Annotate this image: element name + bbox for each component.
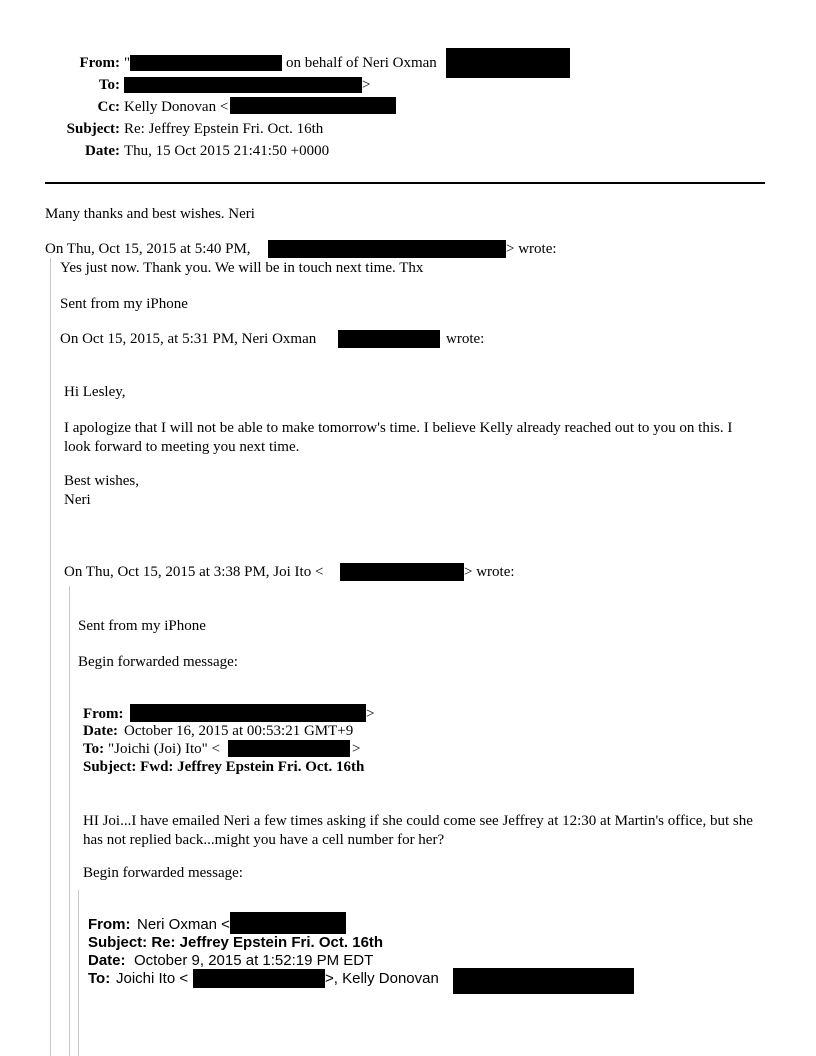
quote2-signature: Neri [64, 492, 91, 508]
quote2-greeting: Hi Lesley, [64, 384, 126, 400]
date-label: Date: [85, 143, 120, 159]
fwd2-date-label: Date: [88, 952, 126, 969]
fwd1-begin-forward: Begin forwarded message: [83, 865, 243, 881]
quote2-intro-suffix: wrote: [446, 331, 485, 347]
quote2-closing: Best wishes, [64, 473, 139, 489]
subject-label: Subject: [66, 121, 120, 137]
fwd1-from-suffix: > [366, 706, 375, 722]
redaction-box [230, 912, 346, 934]
redaction-box [228, 740, 350, 757]
cc-value: Kelly Donovan < [124, 99, 229, 115]
quote3-sent: Sent from my iPhone [78, 618, 206, 634]
fwd1-subject: Subject: Fwd: Jeffrey Epstein Fri. Oct. 16th [83, 759, 365, 775]
redaction-box [124, 77, 362, 93]
quote2-intro: On Oct 15, 2015, at 5:31 PM, Neri Oxman [60, 331, 317, 347]
reply-text: Many thanks and best wishes. Neri [45, 206, 255, 222]
fwd2-to-label: To: [88, 970, 111, 987]
cc-label: Cc: [97, 99, 120, 115]
fwd1-date-value: October 16, 2015 at 00:53:21 GMT+9 [124, 723, 354, 739]
quote3-intro: On Thu, Oct 15, 2015 at 3:38 PM, Joi Ito < [64, 564, 324, 580]
redaction-box [446, 48, 570, 78]
fwd2-from-label: From: [88, 916, 131, 933]
quote2-paragraph: I apologize that I will not be able to make tomorrow's time. I believe Kelly already reached out to you on this. I look forward to meeting you next time. [64, 420, 733, 455]
to-suffix: > [362, 77, 371, 93]
fwd2-from-value: Neri Oxman < [137, 916, 230, 933]
from-label: From: [79, 55, 120, 71]
quote1-intro: On Thu, Oct 15, 2015 at 5:40 PM, [45, 241, 251, 257]
from-value: on behalf of Neri Oxman [286, 55, 437, 71]
date-value: Thu, 15 Oct 2015 21:41:50 +0000 [124, 143, 330, 159]
quote-bar-1 [50, 258, 51, 1056]
quote1-line: Yes just now. Thank you. We will be in touch next time. Thx [60, 260, 424, 276]
quote-bar-3 [78, 890, 79, 1056]
redaction-box [268, 240, 506, 258]
redaction-box [338, 330, 440, 348]
subject-value: Re: Jeffrey Epstein Fri. Oct. 16th [124, 121, 324, 137]
from-quote: " [124, 55, 131, 71]
fwd2-to-value: Joichi Ito < [116, 970, 189, 987]
redaction-box [340, 563, 464, 581]
to-label: To: [98, 77, 120, 93]
redaction-box [453, 968, 634, 994]
quote-bar-2 [69, 586, 70, 1056]
quote1-intro-suffix: > wrote: [506, 241, 557, 257]
fwd1-date-label: Date: [83, 723, 118, 739]
quote3-begin-forward: Begin forwarded message: [78, 654, 238, 670]
fwd1-to-suffix: > [352, 741, 361, 757]
fwd2-date-value: October 9, 2015 at 1:52:19 PM EDT [134, 952, 374, 969]
fwd1-paragraph: HI Joi...I have emailed Neri a few times asking if she could come see Jeffrey at 12:30 at Martin's office, but she has not replied back...might you have a cell number for her? [83, 813, 753, 848]
fwd1-from-label: From: [83, 706, 124, 722]
fwd2-subject: Subject: Re: Jeffrey Epstein Fri. Oct. 16th [88, 934, 384, 951]
fwd1-to-value: "Joichi (Joi) Ito" < [108, 741, 220, 757]
redaction-box [193, 969, 325, 988]
quote3-intro-suffix: > wrote: [464, 564, 515, 580]
fwd2-to-suffix: >, Kelly Donovan [325, 970, 439, 987]
fwd1-to-label: To: [83, 741, 105, 757]
header-divider [45, 182, 765, 184]
redaction-box [230, 97, 396, 114]
quote1-sent: Sent from my iPhone [60, 296, 188, 312]
redaction-box [130, 55, 282, 71]
redaction-box [130, 704, 366, 722]
